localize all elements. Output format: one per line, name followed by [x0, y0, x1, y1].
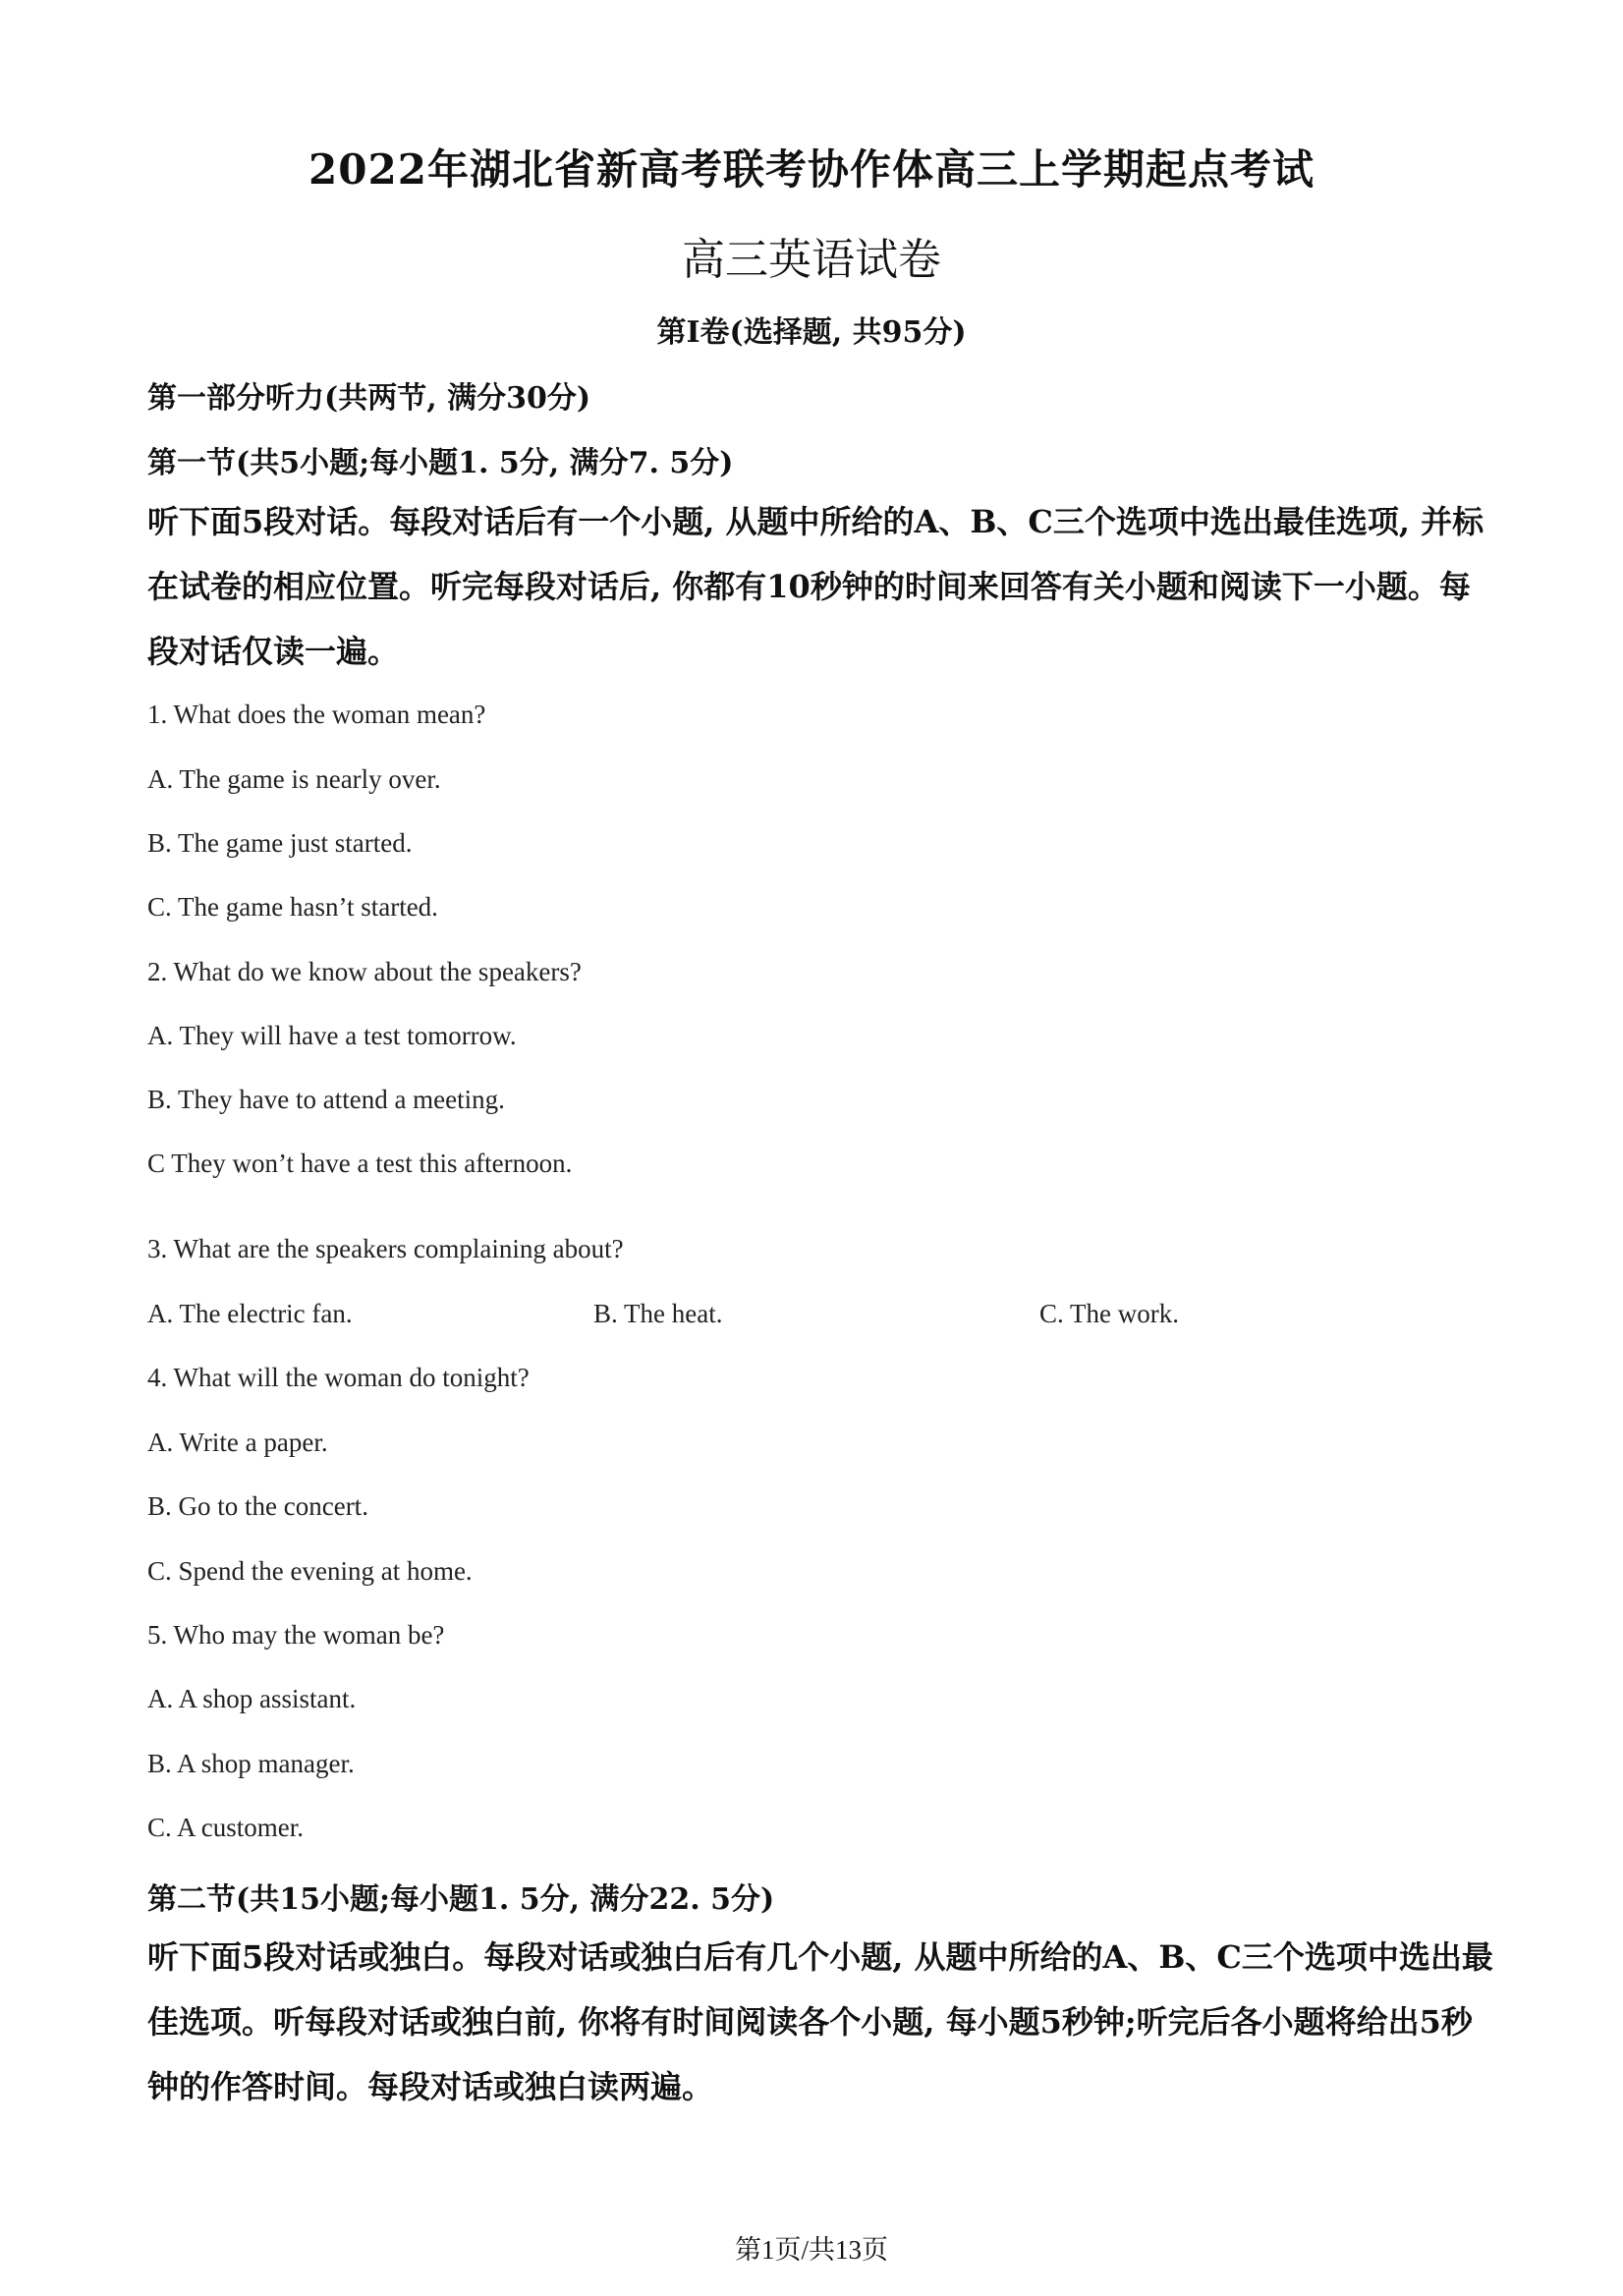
- question-5-option-a: A. A shop assistant.: [147, 1684, 357, 1713]
- question-1-option-a: A. The game is nearly over.: [147, 764, 441, 794]
- question-5-option-b: B. A shop manager.: [147, 1749, 355, 1778]
- question-4-stem: 4. What will the woman do tonight?: [147, 1363, 530, 1392]
- question-3-option-a: A. The electric fan.: [147, 1299, 353, 1328]
- volume-heading: 第I卷(选择题, 共95分): [656, 315, 967, 350]
- question-3-stem: 3. What are the speakers complaining about?: [147, 1234, 624, 1263]
- exam-subtitle: 高三英语试卷: [682, 235, 941, 285]
- section1-instructions: 听下面5段对话。每段对话后有一个小题, 从题中所给的A、B、C三个选项中选出最佳选项, 并标在试卷的相应位置。听完每段对话后, 你都有10秒钟的时间来回答有关小题和阅读下一小题。每段对话仅读一遍。: [147, 503, 1484, 670]
- question-1-option-c: C. The game hasn’t started.: [147, 892, 438, 922]
- question-5-stem: 5. Who may the woman be?: [147, 1620, 445, 1650]
- question-5-option-c: C. A customer.: [147, 1813, 305, 1842]
- section2-heading: 第二节(共15小题;每小题1. 5分, 满分22. 5分): [147, 1882, 775, 1917]
- section2-instructions: 听下面5段对话或独白。每段对话或独白后有几个小题, 从题中所给的A、B、C三个选项中选出最佳选项。听每段对话或独白前, 你将有时间阅读各个小题, 每小题5秒钟;听完后各小题将给出5秒钟的作答时间。每段对话或独白读两遍。: [147, 1938, 1493, 2105]
- page-indicator: 第1页/共13页: [734, 2235, 888, 2265]
- question-2-option-b: B. They have to attend a meeting.: [147, 1085, 505, 1114]
- question-2-option-a: A. They will have a test tomorrow.: [147, 1021, 517, 1050]
- exam-title: 2022年湖北省新高考联考协作体高三上学期起点考试: [308, 145, 1315, 194]
- question-4-option-b: B. Go to the concert.: [147, 1491, 368, 1521]
- section1-heading: 第一节(共5小题;每小题1. 5分, 满分7. 5分): [147, 446, 734, 480]
- part-heading: 第一部分听力(共两节, 满分30分): [147, 381, 591, 416]
- question-3-option-b: B. The heat.: [593, 1299, 723, 1328]
- question-4-option-c: C. Spend the evening at home.: [147, 1556, 473, 1586]
- question-2-option-c: C They won’t have a test this afternoon.: [147, 1148, 573, 1178]
- question-2-stem: 2. What do we know about the speakers?: [147, 957, 582, 986]
- question-4-option-a: A. Write a paper.: [147, 1428, 328, 1457]
- question-1-option-b: B. The game just started.: [147, 828, 413, 858]
- question-3-option-c: C. The work.: [1039, 1299, 1179, 1328]
- question-1-stem: 1. What does the woman mean?: [147, 700, 486, 729]
